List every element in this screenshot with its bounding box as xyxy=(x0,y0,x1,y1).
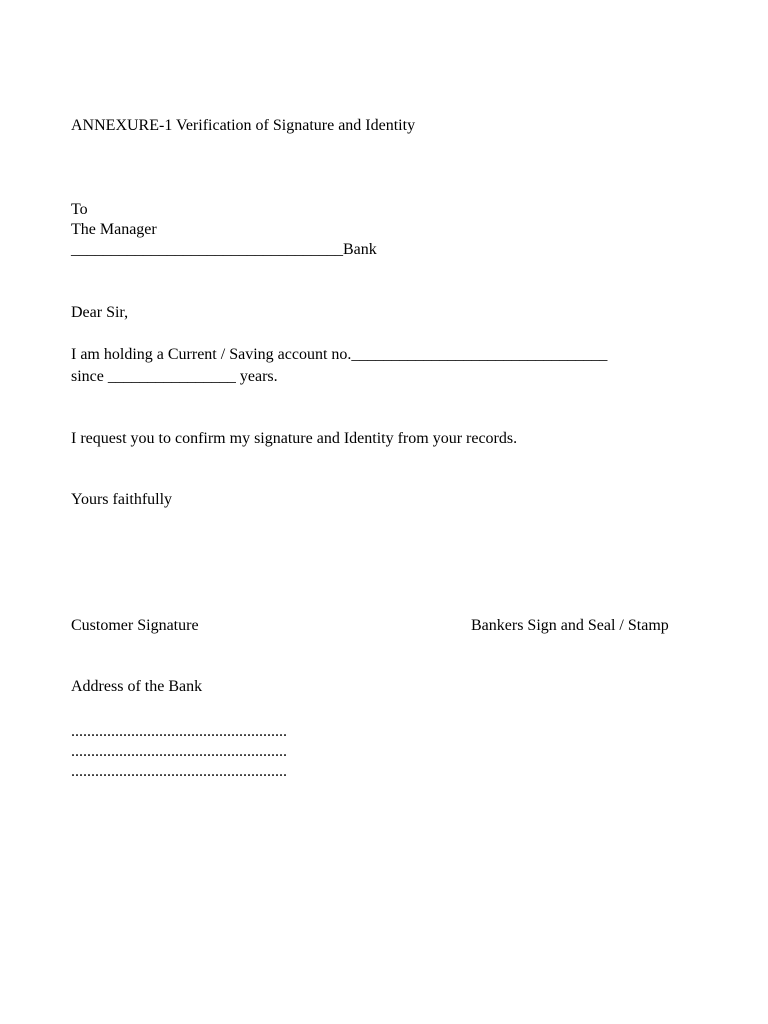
banker-sign-label: Bankers Sign and Seal / Stamp xyxy=(471,617,669,634)
bank-name-blank: __________________________________Bank xyxy=(71,241,377,258)
address-line-3: ...................................................... xyxy=(71,763,287,780)
closing: Yours faithfully xyxy=(71,491,173,508)
request-line: I request you to confirm my signature and Identity from your records. xyxy=(71,430,518,447)
to-label: To xyxy=(71,201,88,218)
since-line: since ________________ years. xyxy=(71,368,278,385)
salutation: Dear Sir, xyxy=(71,304,129,321)
account-line: I am holding a Current / Saving account no.________________________________ xyxy=(71,346,608,363)
address-label: Address of the Bank xyxy=(71,678,203,695)
customer-signature-label: Customer Signature xyxy=(71,617,199,634)
recipient: The Manager xyxy=(71,221,157,238)
document-title: ANNEXURE-1 Verification of Signature and Identity xyxy=(71,117,416,134)
address-line-1: ...................................................... xyxy=(71,723,287,740)
address-line-2: ...................................................... xyxy=(71,743,287,760)
